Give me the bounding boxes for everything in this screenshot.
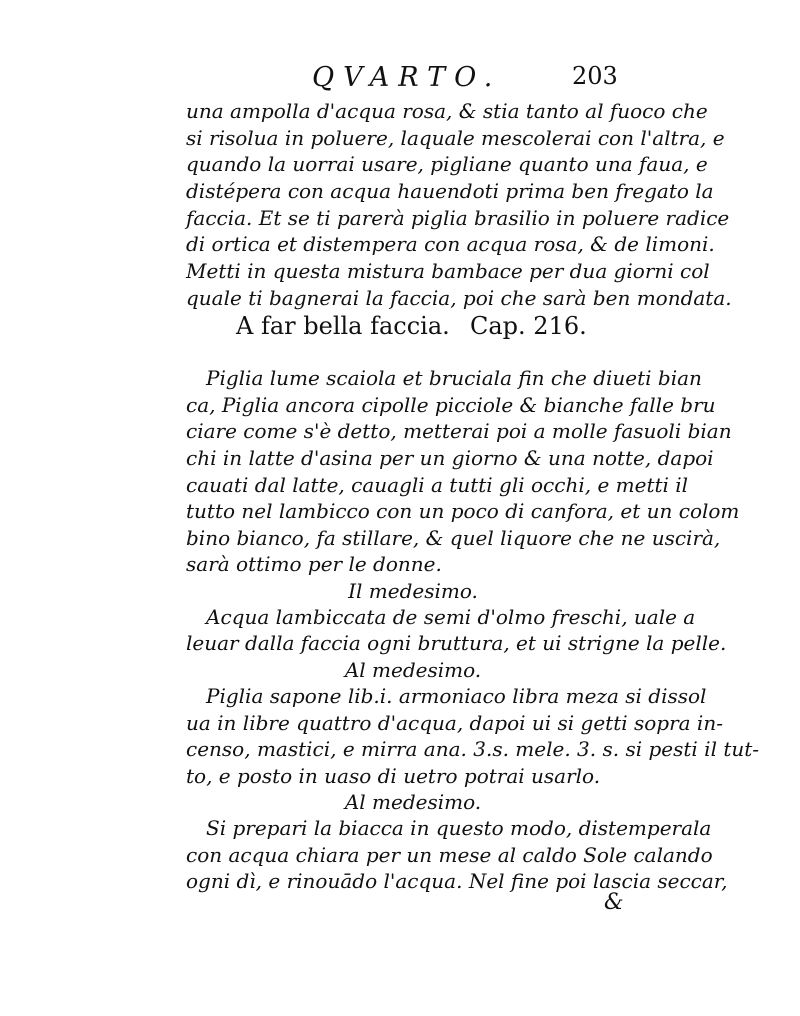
catchword: & xyxy=(604,890,624,915)
text-line: ogni dì, e rinouādo l'acqua. Nel fine poi lascia seccar, xyxy=(186,869,728,893)
text-line: to, e posto in uaso di uetro potrai usarlo. xyxy=(186,764,601,788)
text-line: ua in libre quattro d'acqua, dapoi ui si getti sopra in- xyxy=(186,711,723,735)
text-line: Acqua lambiccata de semi d'olmo freschi, uale a xyxy=(206,605,696,629)
text-line: Metti in questa mistura bambace per dua giorni col xyxy=(186,259,710,283)
section-heading: Al medesimo. xyxy=(344,790,482,814)
text-line: ca, Piglia ancora cipolle picciole & bianche falle bru xyxy=(186,393,716,417)
text-line: Piglia sapone lib.i. armoniaco libra meza si dissol xyxy=(206,684,707,708)
chapter-title: A far bella faccia. xyxy=(236,312,450,340)
text-line: di ortica et distempera con acqua rosa, & de limoni. xyxy=(186,232,715,256)
chapter-number: Cap. 216. xyxy=(470,312,587,340)
text-line: una ampolla d'acqua rosa, & stia tanto al fuoco che xyxy=(186,99,708,123)
text-line: chi in latte d'asina per un giorno & una notte, dapoi xyxy=(186,446,714,470)
text-line: distépera con acqua hauendoti prima ben fregato la xyxy=(186,179,714,203)
text-line: leuar dalla faccia ogni bruttura, et ui strigne la pelle. xyxy=(186,631,727,655)
text-line: tutto nel lambicco con un poco di canfora, et un colom xyxy=(186,499,740,523)
text-line: sarà ottimo per le donne. xyxy=(186,552,442,576)
text-line: cauati dal latte, cauagli a tutti gli occhi, e metti il xyxy=(186,473,689,497)
text-line: faccia. Et se ti parerà piglia brasilio in poluere radice xyxy=(186,206,730,230)
text-line: quando la uorrai usare, pigliane quanto una faua, e xyxy=(186,152,708,176)
section-heading: Il medesimo. xyxy=(348,579,478,603)
text-line: ciare come s'è detto, metterai poi a molle fasuoli bian xyxy=(186,419,732,443)
running-head: QVARTO. xyxy=(312,62,502,93)
text-line: si risolua in poluere, laquale mescolerai con l'altra, e xyxy=(186,126,725,150)
text-line: censo, mastici, e mirra ana. 3.s. mele. 3. s. si pesti il tut- xyxy=(186,737,760,761)
section-heading: Al medesimo. xyxy=(344,658,482,682)
text-line: con acqua chiara per un mese al caldo Sole calando xyxy=(186,843,713,867)
text-line: bino bianco, fa stillare, & quel liquore che ne uscirà, xyxy=(186,526,721,550)
text-line: Piglia lume scaiola et bruciala fin che diueti bian xyxy=(206,366,702,390)
text-line: quale ti bagnerai la faccia, poi che sarà ben mondata. xyxy=(186,286,732,310)
page-number: 203 xyxy=(572,62,618,90)
text-line: Si prepari la biacca in questo modo, distemperala xyxy=(206,816,712,840)
